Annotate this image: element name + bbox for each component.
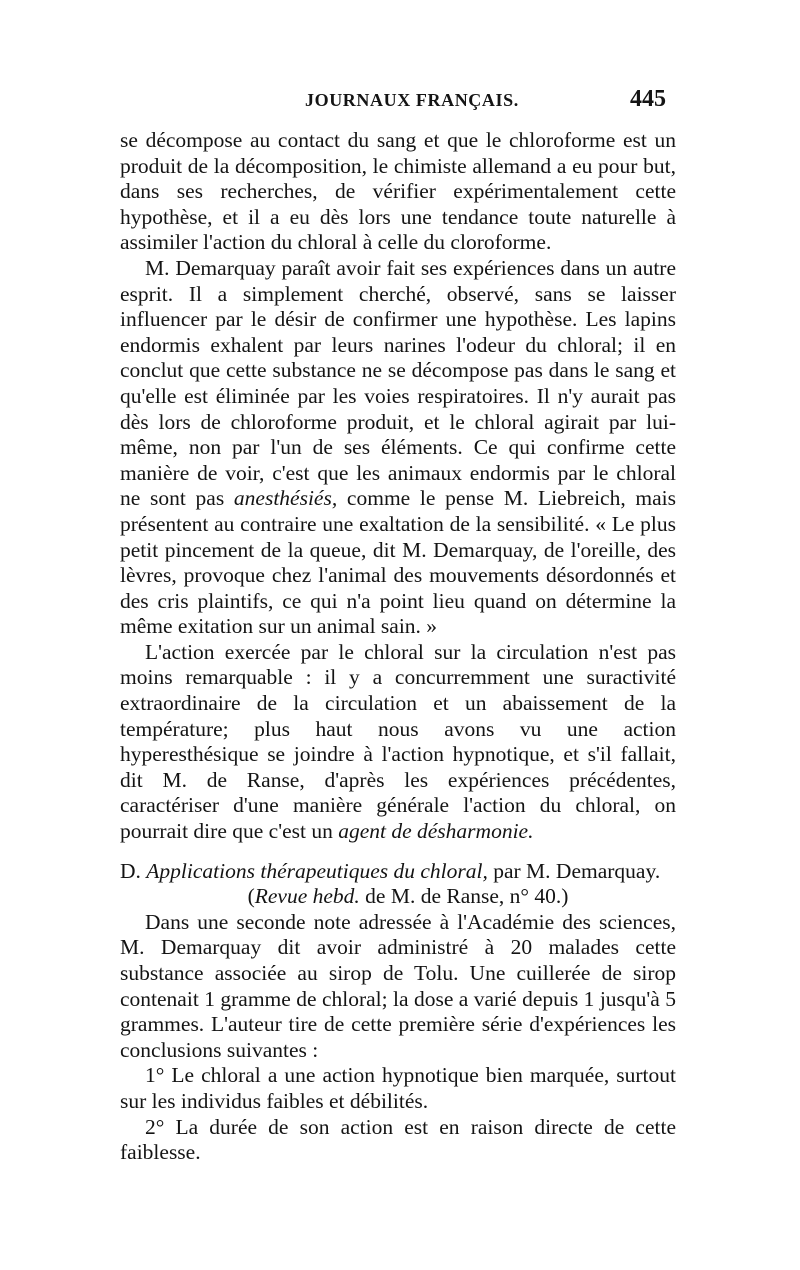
section-author: par M. Demarquay.	[493, 858, 661, 883]
paragraph-2	[120, 256, 676, 640]
paragraph-2-emphasis: anesthésiés,	[233, 486, 338, 511]
paragraph-3-text: L'action exercée par le chloral sur la circulation n'est pas moins remarquable : il y a concurremment une suractivité extraordinaire de la circulation et un abaissement de la température; plus haut nous avons vu une action hyperesthésique se joindre à l'action hypnotique, et s'il fallait, dit M. de Ranse, d'après les expériences précédentes, caractériser d'une manière générale l'action du chloral, on pourrait dire que c'est un	[120, 639, 676, 844]
section-letter: D.	[120, 858, 141, 883]
paragraph-5: 1° Le chloral a une action hypnotique bien marquée, surtout sur les individus faibles et débilités.	[120, 1063, 676, 1113]
section-source: Revue hebd.	[254, 884, 360, 909]
running-title: JOURNAUX FRANÇAIS.	[305, 90, 519, 110]
section-source-line	[120, 884, 676, 910]
paragraph-3	[120, 640, 676, 845]
paragraph-4: Dans une seconde note adressée à l'Académie des sciences, M. Demarquay dit avoir administré à 20 malades cette substance associée au sirop de Tolu. Une cuillerée de sirop contenait 1 gramme de chloral; la dose a varié depuis 1 jusqu'à 5 grammes. L'auteur tire de cette première série d'expériences les conclusions suivantes :	[120, 909, 676, 1062]
section-reference: de M. de Ranse, n° 40.)	[365, 884, 569, 909]
page-number: 445	[630, 86, 666, 112]
section-open-paren: (	[247, 884, 255, 909]
section-heading	[120, 859, 676, 910]
paragraph-6: 2° La durée de son action est en raison directe de cette faiblesse.	[120, 1114, 676, 1165]
paragraph-3-emphasis: agent de désharmonie.	[338, 819, 534, 844]
body-text	[120, 128, 676, 1166]
paragraph-1: se décompose au contact du sang et que le chloroforme est un produit de la décomposition, le chimiste allemand a eu pour but, dans ses recherches, de vérifier expérimentalement cette hypothèse, et il a eu dès lors une tendance toute naturelle à assimiler l'action du chloral à celle du cloroforme.	[120, 128, 676, 255]
page-header	[0, 86, 800, 120]
paragraph-2-text-b: comme le pense M. Liebreich, mais présentent au contraire une exaltation de la sensibilité. « Le plus petit pincement de la queue, dit M. Demarquay, de l'oreille, des lèvres, provoque chez l'animal des mouvements désordonnés et des cris plaintifs, ce qui n'a point lieu quand on détermine la même exitation sur un animal sain. »	[120, 486, 677, 639]
paragraph-2-text-a: M. Demarquay paraît avoir fait ses expériences dans un autre esprit. Il a simplement cherché, observé, sans se laisser influencer par le désir de confirmer une hypothèse. Les lapins endormis exhalent par leurs narines l'odeur du chloral; il en conclut que cette substance ne se décompose pas dans le sang et qu'elle est éliminée par les voies respiratoires. Il n'y aurait pas dès lors de chloroforme produit, et le chloral agirait par lui-même, non par l'un de ses éléments. Ce qui confirme cette manière de voir, c'est que les animaux endormis par le chloral ne sont pas	[120, 255, 676, 511]
section-title: Applications thérapeutiques du chloral,	[146, 858, 488, 883]
